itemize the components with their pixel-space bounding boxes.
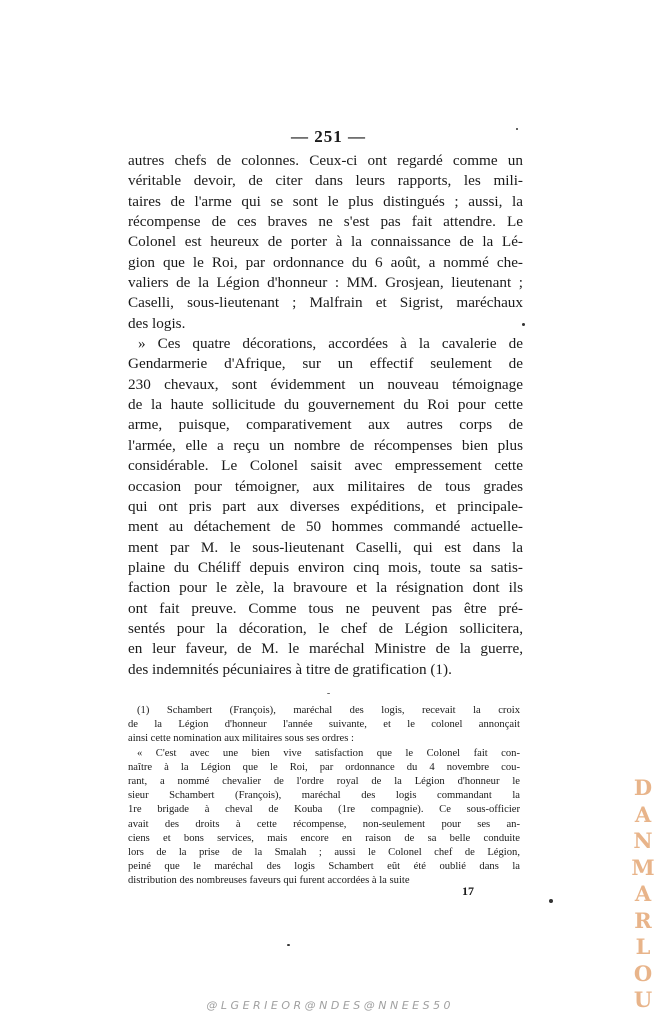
body-line: Caselli, sous-lieutenant ; Malfrain et Sigrist, maréchaux [128,294,523,312]
watermark-letter: A [634,881,652,906]
body-line: l'armée, elle a reçu un nombre de récompenses bien plus [128,436,523,454]
body-line: récompense de ces braves ne s'est pas fait attendre. Le [128,213,523,231]
footnote-line: de la Légion d'honneur l'année suivante, et le colonel annonçait [128,719,520,731]
body-line: ment par M. le sous-lieutenant Caselli, qui est dans la [128,538,523,556]
watermark-letter: L [635,934,651,959]
footnote-line: sieur Schambert (François), maréchal des logis commandant la [128,790,520,802]
body-line: autres chefs de colonnes. Ceux-ci ont regardé comme un [128,152,523,169]
footnote-line: naître à la Légion que le Roi, par ordonnance du 4 novembre cou- [128,761,520,773]
footnote-line: ainsi cette nomination aux militaires sous ses ordres : [128,733,354,745]
footnote-line: peiné que le maréchal des logis Schambert eût été oublié dans la [128,861,520,873]
body-line: plaine du Chéliff depuis environ cinq mois, toute sa satis- [128,558,523,576]
footnote-line: distribution des nombreuses faveurs qui furent accordées à la suite [128,875,410,887]
body-line: valiers de la Légion d'honneur : MM. Grosjean, lieutenant ; [128,274,523,292]
watermark-bottom: @ L G E R I E O R @ N D E S @ N N E E S 5 0 [206,999,451,1012]
footnote-line: lors de la prise de la Smalah ; aussi le Colonel chef de Légion, [128,846,520,858]
body-line: faction pour le zèle, la bravoure et la résignation dont ils [128,579,523,597]
footnote-line: ciens et bons services, mais encore en raison de sa belle conduite [128,832,520,844]
body-line: ment au détachement de 50 hommes commandé actuelle- [128,518,523,536]
body-line: gion que le Roi, par ordonnance du 6 août, a nommé che- [128,253,523,271]
body-line: considérable. Le Colonel saisit avec empressement cette [128,457,523,475]
body-line: occasion pour témoigner, aux militaires de tous grades [128,477,523,495]
footnote-line: rant, a nommé chevalier de l'ordre royal de la Légion d'honneur le [128,775,520,787]
body-line: ont fait preuve. Comme tous ne peuvent pas être pré- [128,599,523,617]
watermark-letter: A [634,801,652,827]
body-line: de la haute sollicitude du gouvernement du Roi pour cette [128,396,523,414]
body-line: Colonel est heureux de porter à la connaissance de la Lé- [128,233,523,251]
footnote-separator: - [326,688,331,699]
body-line: » Ces quatre décorations, accordées à la cavalerie de [138,335,523,353]
watermark-letter: D [633,775,653,800]
signature-mark: 17 [462,884,474,898]
body-text [128,151,523,680]
page-number: — 251 — [291,127,366,146]
ink-speck [516,128,518,130]
body-line: 230 chevaux, sont évidemment un nouveau témoignage [128,375,523,393]
ink-speck [287,944,290,946]
watermark-letter: U [633,987,653,1012]
body-line: en leur faveur, de M. le maréchal Ministre de la guerre, [128,640,523,658]
footnotes [128,704,520,888]
footnote-line: (1) Schambert (François), maréchal des logis, recevait la croix [137,705,520,716]
watermark-letter: O [633,960,653,986]
watermark-letter: R [634,907,652,933]
watermark-letter: M [631,854,655,880]
body-line: sentés pour la décoration, le chef de Légion sollicitera, [128,619,523,637]
ink-speck [549,899,553,903]
watermark-side [630,775,656,1014]
body-line: Gendarmerie d'Afrique, sur un effectif seulement de [128,355,523,373]
ink-speck [522,323,525,326]
footnote-line: avait des droits à cette récompense, non-seulement pour ses an- [128,818,520,830]
body-line: qui ont pris part aux diverses expéditions, et principale- [128,497,523,515]
footnote-line: 1re brigade à cheval de Kouba (1re compagnie). Ce sous-officier [128,804,520,816]
watermark-letter: N [633,828,653,853]
body-line: des indemnités pécuniaires à titre de gratification (1). [128,660,452,678]
footnote-line: « C'est avec une bien vive satisfaction que le Colonel fait con- [137,747,520,759]
body-line: des logis. [128,314,186,332]
body-line: arme, puisque, comparativement aux autres corps de [128,416,523,434]
body-line: taires de l'arme qui se sont le plus distingués ; aussi, la [128,192,523,210]
body-line: véritable devoir, de citer dans leurs rapports, les mili- [128,172,523,190]
